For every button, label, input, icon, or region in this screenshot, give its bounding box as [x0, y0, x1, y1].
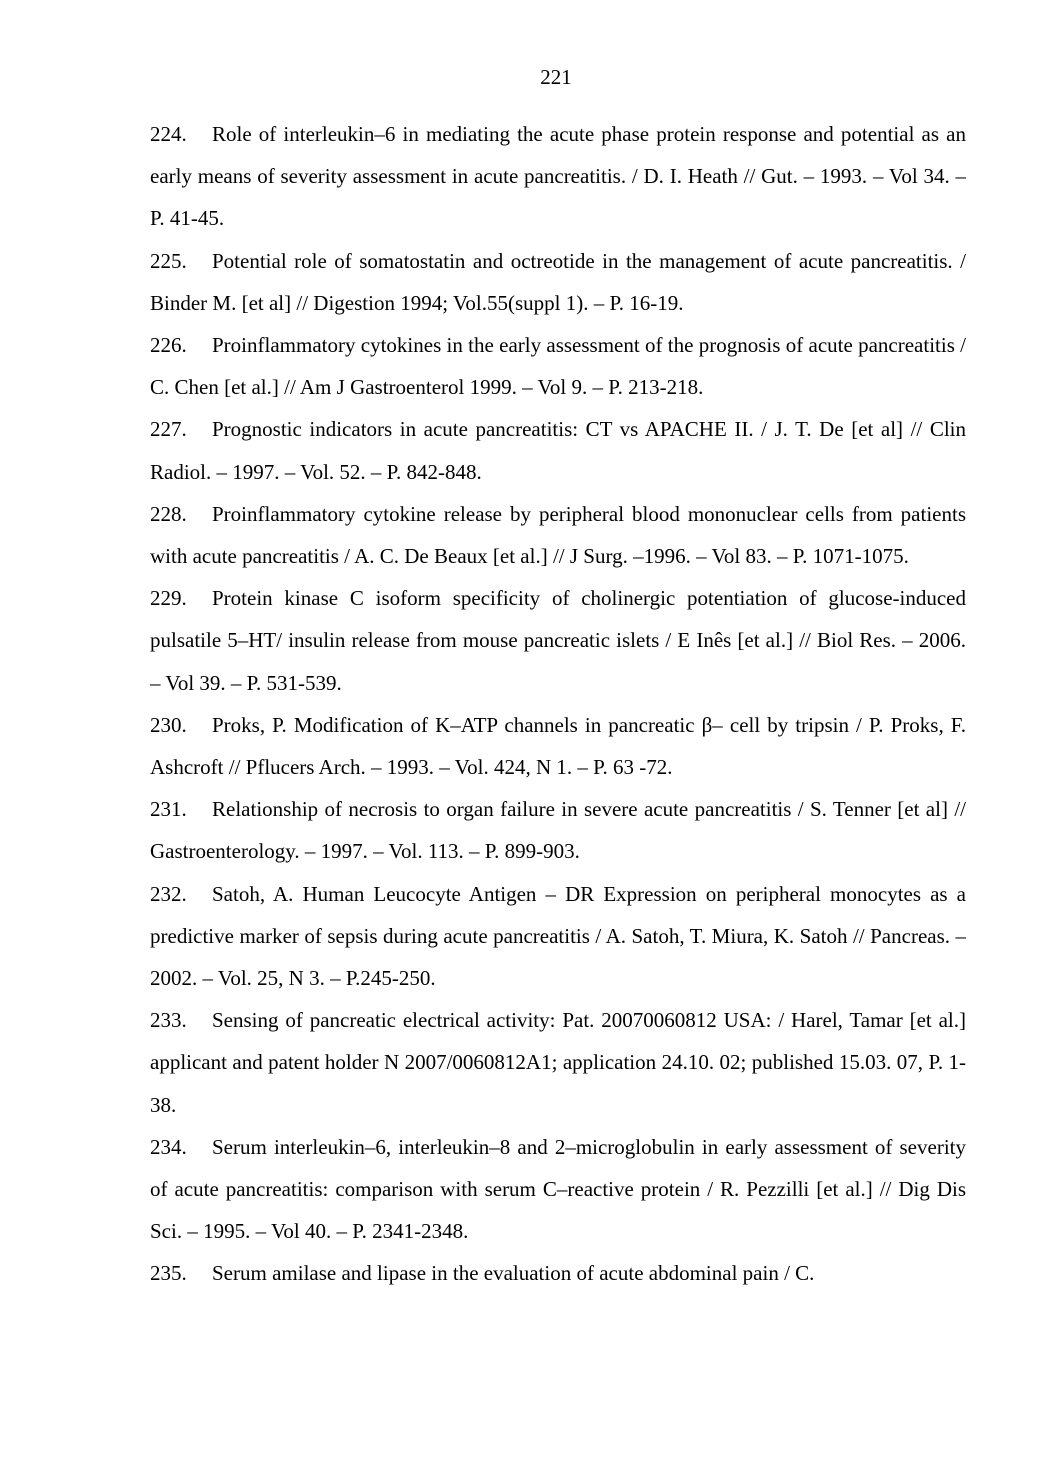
reference-item: [150, 493, 966, 577]
reference-number: 235.: [150, 1261, 187, 1286]
reference-text: Serum interleukin–6, interleukin–8 and 2–microglobulin in early assessment of severity of acute pancreatitis: comparison with serum C–reactive protein / R. Pezzilli [et al.] // Dig Dis Sci. – 1995. – Vol 40. – P. 2341-2348.: [150, 1134, 966, 1244]
reference-number: 229.: [150, 586, 187, 611]
reference-item: [150, 408, 966, 492]
reference-text: Prognostic indicators in acute pancreatitis: CT vs APACHE II. / J. T. De [et al] // Clin Radiol. – 1997. – Vol. 52. – P. 842-848.: [150, 417, 966, 484]
reference-item: [150, 873, 966, 1000]
reference-item: [150, 240, 966, 324]
reference-item: [150, 704, 966, 788]
reference-number: 233.: [150, 1008, 187, 1033]
reference-item: [150, 788, 966, 872]
reference-item: [150, 324, 966, 408]
reference-number: 226.: [150, 333, 187, 358]
reference-number: 227.: [150, 417, 187, 442]
reference-item: [150, 113, 966, 240]
reference-text: Serum amilase and lipase in the evaluation of acute abdominal pain / C.: [212, 1261, 815, 1286]
reference-text: Proinflammatory cytokine release by peripheral blood mononuclear cells from patients with acute pancreatitis / A. C. De Beaux [et al.] // J Surg. –1996. – Vol 83. – P. 1071-1075.: [150, 501, 966, 569]
reference-number: 232.: [150, 881, 187, 906]
reference-number: 231.: [150, 797, 187, 822]
reference-number: 230.: [150, 712, 187, 737]
reference-text: Sensing of pancreatic electrical activity: Pat. 20070060812 USA: / Harel, Tamar [et al.] applicant and patent holder N 2007/0060812A1; application 24.10. 02; published 15.03. 07, P. 1-38.: [150, 1008, 966, 1117]
reference-item: [150, 1252, 966, 1294]
reference-item: [150, 999, 966, 1126]
reference-text: Proinflammatory cytokines in the early assessment of the prognosis of acute pancreatitis / C. Chen [et al.] // Am J Gastroenterol 1999. – Vol 9. – P. 213-218.: [150, 333, 966, 400]
reference-text: Satoh, A. Human Leucocyte Antigen – DR Expression on peripheral monocytes as a predictive marker of sepsis during acute pancreatitis / A. Satoh, T. Miura, K. Satoh // Pancreas. – 2002. – Vol. 25, N 3. – P.245-250.: [150, 881, 966, 991]
reference-number: 224.: [150, 122, 187, 146]
reference-text: Proks, P. Modification of K–ATP channels in pancreatic β– cell by tripsin / P. Proks, F. Ashcroft // Pflucers Arch. – 1993. – Vol. 424, N 1. – P. 63 -72.: [150, 712, 966, 780]
reference-list: [150, 113, 966, 1295]
page-number: 221: [540, 65, 572, 89]
reference-number: 225.: [150, 248, 187, 273]
reference-number: 234.: [150, 1134, 187, 1159]
reference-text: Protein kinase C isoform specificity of cholinergic potentiation of glucose-induced pulsatile 5–HT/ insulin release from mouse pancreatic islets / E Inês [et al.] // Biol Res. – 2006. – Vol 39. – P. 531-539.: [150, 586, 966, 695]
reference-item: [150, 577, 966, 704]
reference-number: 228.: [150, 501, 187, 526]
reference-text: Relationship of necrosis to organ failure in severe acute pancreatitis / S. Tenner [et al] // Gastroenterology. – 1997. – Vol. 113. – P. 899-903.: [150, 797, 966, 864]
reference-text: Potential role of somatostatin and octreotide in the management of acute pancreatitis. / Binder M. [et al] // Digestion 1994; Vol.55(suppl 1). – P. 16-19.: [150, 248, 966, 315]
reference-text: Role of interleukin–6 in mediating the acute phase protein response and potential as an early means of severity assessment in acute pancreatitis. / D. I. Heath // Gut. – 1993. – Vol 34. – P. 41-45.: [150, 122, 966, 231]
reference-item: [150, 1126, 966, 1253]
